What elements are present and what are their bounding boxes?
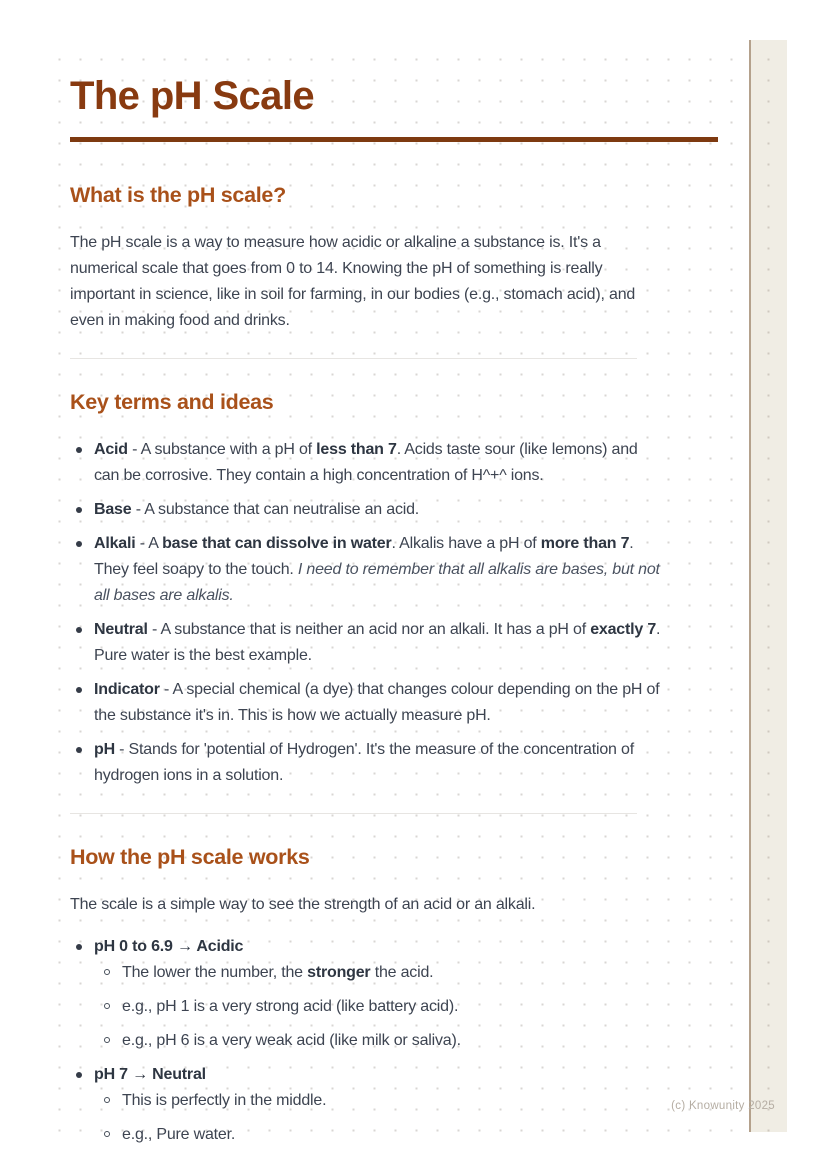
bold-text: Acid bbox=[94, 441, 128, 458]
document-content bbox=[70, 40, 666, 1156]
list-item-text bbox=[94, 741, 634, 784]
list-item-text bbox=[94, 621, 660, 664]
bold-text: exactly 7 bbox=[590, 621, 657, 638]
bullet-icon bbox=[76, 541, 82, 547]
bullet-icon bbox=[76, 447, 82, 453]
text-run: - A bbox=[135, 535, 163, 552]
bold-text: pH 0 to 6.9 → Acidic bbox=[94, 938, 244, 955]
bold-text: base that can dissolve in water bbox=[162, 535, 392, 552]
circle-bullet-icon bbox=[104, 969, 110, 975]
title-divider-rule bbox=[70, 137, 718, 142]
list-item bbox=[70, 677, 666, 729]
bold-text: pH bbox=[94, 741, 115, 758]
sub-list-item bbox=[96, 960, 666, 986]
how-it-works-intro: The scale is a simple way to see the strength of an acid or an alkali. bbox=[70, 896, 536, 913]
sub-list-item bbox=[96, 1088, 666, 1114]
sub-list bbox=[96, 1088, 666, 1148]
bold-text: Neutral bbox=[94, 621, 148, 638]
text-run: - A substance that is neither an acid nor an alkali. It has a pH of bbox=[147, 621, 591, 638]
bullet-icon bbox=[76, 507, 82, 513]
text-run: . They feel soapy to the touch. bbox=[94, 535, 634, 578]
list-item bbox=[70, 934, 666, 1054]
page-edge-strip bbox=[749, 40, 787, 1132]
text-run: . Acids taste sour (like lemons) and can be corrosive. They contain a high concentration of H^+^ ions. bbox=[94, 441, 638, 484]
text-run: This is perfectly in the middle. bbox=[122, 1092, 327, 1109]
section-divider-1 bbox=[70, 358, 637, 359]
bullet-icon bbox=[76, 1072, 82, 1078]
sub-list-item bbox=[96, 994, 666, 1020]
sub-list bbox=[96, 960, 666, 1054]
section-heading-what-is: What is the pH scale? bbox=[70, 183, 286, 207]
sub-list-item-text bbox=[122, 998, 458, 1015]
list-item-text bbox=[94, 535, 660, 604]
text-run: - Stands for 'potential of Hydrogen'. It's the measure of the concentration of hydrogen ions in a solution. bbox=[94, 741, 634, 784]
circle-bullet-icon bbox=[104, 1037, 110, 1043]
bold-text: Base bbox=[94, 501, 132, 518]
bullet-icon bbox=[76, 944, 82, 950]
list-item bbox=[70, 737, 666, 789]
sub-list-item-text bbox=[122, 1126, 235, 1143]
text-run: e.g., pH 6 is a very weak acid (like milk or saliva). bbox=[122, 1032, 461, 1049]
document-page bbox=[42, 40, 787, 1143]
text-run: the acid. bbox=[370, 964, 434, 981]
watermark: (c) Knowunity 2025 bbox=[671, 1100, 775, 1112]
section-divider-2 bbox=[70, 813, 637, 814]
bold-text: less than 7 bbox=[316, 441, 397, 458]
sub-list-item bbox=[96, 1028, 666, 1054]
text-run: . Pure water is the best example. bbox=[94, 621, 661, 664]
sub-list-item bbox=[96, 1122, 666, 1148]
section-how-it-works bbox=[70, 844, 666, 1148]
key-terms-list bbox=[70, 437, 666, 789]
circle-bullet-icon bbox=[104, 1003, 110, 1009]
circle-bullet-icon bbox=[104, 1097, 110, 1103]
sub-list-item-text bbox=[122, 1032, 461, 1049]
how-it-works-list bbox=[70, 934, 666, 1148]
bold-text: more than 7 bbox=[540, 535, 630, 552]
bold-text: Alkali bbox=[94, 535, 136, 552]
sub-list-item-text bbox=[122, 1092, 326, 1109]
text-run: e.g., pH 1 is a very strong acid (like battery acid). bbox=[122, 998, 459, 1015]
bold-text: stronger bbox=[307, 964, 371, 981]
bullet-icon bbox=[76, 747, 82, 753]
bullet-icon bbox=[76, 687, 82, 693]
list-item-text bbox=[94, 681, 659, 724]
bullet-icon bbox=[76, 627, 82, 633]
list-item bbox=[70, 497, 666, 523]
sub-list-item-text bbox=[122, 964, 433, 981]
list-item bbox=[70, 1062, 666, 1148]
italic-text: I need to remember that all alkalis are bases, but not all bases are alkalis. bbox=[94, 561, 660, 604]
text-run: . Alkalis have a pH of bbox=[391, 535, 541, 552]
text-run: - A substance with a pH of bbox=[127, 441, 317, 458]
list-item bbox=[70, 531, 666, 609]
intro-paragraph: The pH scale is a way to measure how acidic or alkaline a substance is. It's a numerical scale that goes from 0 to 14. Knowing the pH of something is really important in science, like in soil for farming, in our bodies (e.g., stomach acid), and even in making food and drinks. bbox=[70, 234, 636, 329]
list-item-text bbox=[94, 441, 638, 484]
list-item bbox=[70, 437, 666, 489]
text-run: The lower the number, the bbox=[122, 964, 308, 981]
circle-bullet-icon bbox=[104, 1131, 110, 1137]
list-item-text bbox=[94, 1066, 206, 1083]
section-heading-key-terms: Key terms and ideas bbox=[70, 390, 274, 414]
list-item-text bbox=[94, 501, 419, 518]
page-title: The pH Scale bbox=[70, 74, 314, 118]
text-run: - A substance that can neutralise an acid. bbox=[131, 501, 420, 518]
section-what-is-the-ph-scale bbox=[70, 182, 666, 334]
section-key-terms bbox=[70, 389, 666, 789]
text-run: e.g., Pure water. bbox=[122, 1126, 236, 1143]
list-item-text bbox=[94, 938, 243, 955]
bold-text: Indicator bbox=[94, 681, 160, 698]
text-run: - A special chemical (a dye) that changes colour depending on the pH of the substance it's in. This is how we actually measure pH. bbox=[94, 681, 660, 724]
section-heading-how-it-works: How the pH scale works bbox=[70, 845, 310, 869]
bold-text: pH 7 → Neutral bbox=[94, 1066, 206, 1083]
list-item bbox=[70, 617, 666, 669]
